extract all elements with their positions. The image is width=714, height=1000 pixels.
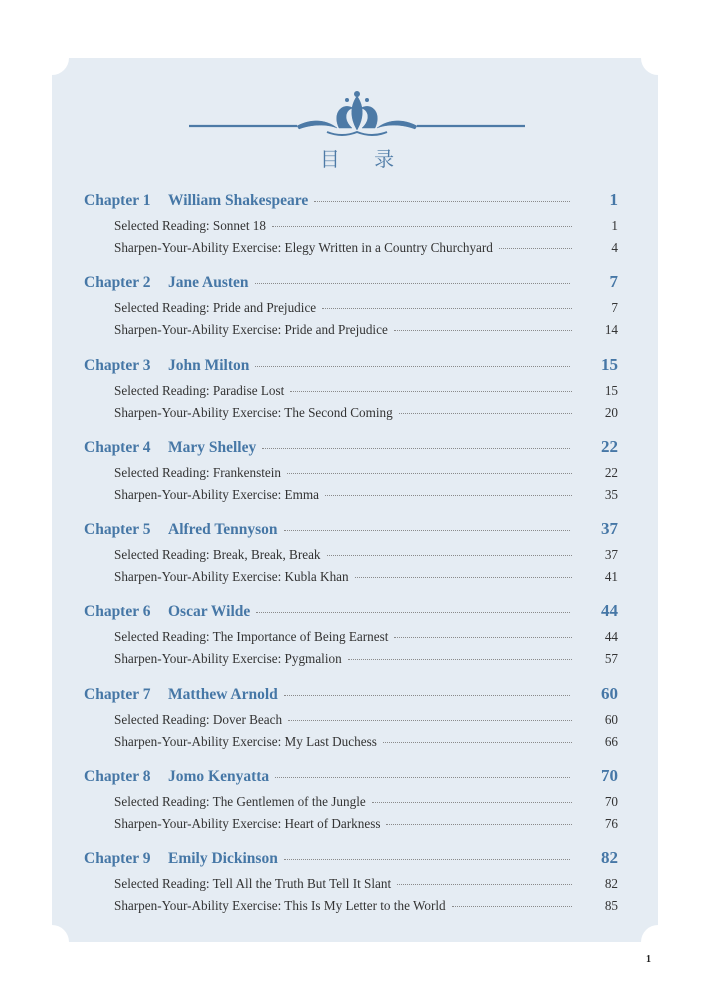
reading-title: Selected Reading: Break, Break, Break [114,547,321,563]
chapter-heading-row[interactable] [84,190,618,218]
chapter-number: Chapter 6 [84,603,151,621]
dot-leader [394,637,572,638]
exercise-page: 57 [604,651,618,667]
reading-page: 44 [604,629,618,645]
reading-page: 1 [611,218,618,233]
reading-row[interactable] [84,547,618,569]
reading-title: Selected Reading: The Importance of Being Earnest [114,629,389,645]
reading-title: Selected Reading: Dover Beach [114,711,283,727]
exercise-row[interactable] [84,816,618,838]
chapter-page: 22 [601,436,618,456]
reading-row[interactable] [84,300,618,322]
dot-leader [325,495,572,496]
dot-leader [284,530,570,531]
exercise-row[interactable] [84,734,618,756]
reading-title: Selected Reading: Sonnet 18 [114,218,266,233]
exercise-row[interactable] [84,405,618,427]
toc-title: 目 录 [319,147,409,171]
exercise-page: 66 [604,733,618,749]
reading-title: Selected Reading: Frankenstein [114,464,281,480]
page-number: 1 [646,954,651,965]
exercise-page: 85 [604,898,618,914]
chapter-number: Chapter 2 [84,274,151,292]
dot-leader [314,201,570,202]
dot-leader [327,555,572,556]
exercise-title: Sharpen-Your-Ability Exercise: The Second Coming [114,404,393,420]
exercise-row[interactable] [84,898,618,920]
exercise-page: 20 [604,404,618,420]
exercise-title: Sharpen-Your-Ability Exercise: This Is My Letter to the World [114,898,446,914]
chapter-title: Jomo Kenyatta [168,768,270,786]
dot-leader [372,802,572,803]
exercise-title: Sharpen-Your-Ability Exercise: Elegy Written in a Country Churchyard [114,240,493,255]
chapter-heading-row[interactable] [84,272,618,300]
dot-leader [348,659,572,660]
table-of-contents [84,190,618,931]
chapter-page: 60 [601,683,618,703]
chapter-heading-row[interactable] [84,519,618,547]
chapter-page: 82 [601,848,618,868]
exercise-title: Sharpen-Your-Ability Exercise: Heart of Darkness [114,816,381,832]
exercise-page: 41 [604,569,618,585]
chapter-entry [84,601,618,683]
exercise-title: Sharpen-Your-Ability Exercise: Kubla Khan [114,569,349,585]
chapter-page: 1 [609,190,618,209]
dot-leader [394,330,572,331]
exercise-title: Sharpen-Your-Ability Exercise: Pygmalion [114,651,342,667]
dot-leader [322,308,572,309]
dot-leader [355,577,572,578]
reading-page: 82 [604,876,618,892]
reading-row[interactable] [84,794,618,816]
chapter-heading-row[interactable] [84,437,618,465]
dot-leader [397,884,572,885]
chapter-entry [84,190,618,272]
dot-leader [452,906,572,907]
chapter-title: Matthew Arnold [168,685,278,703]
chapter-number: Chapter 7 [84,685,151,703]
dot-leader [399,413,572,414]
chapter-number: Chapter 3 [84,356,151,374]
exercise-page: 4 [611,240,618,255]
reading-page: 60 [604,711,618,727]
chapter-page: 7 [609,272,618,292]
chapter-number: Chapter 8 [84,768,151,786]
dot-leader [256,612,570,613]
chapter-entry [84,437,618,519]
dot-leader [386,824,572,825]
reading-page: 15 [604,382,618,398]
exercise-title: Sharpen-Your-Ability Exercise: Pride and Prejudice [114,322,388,338]
chapter-heading-row[interactable] [84,355,618,383]
chapter-heading-row[interactable] [84,601,618,629]
chapter-title: Jane Austen [168,274,249,292]
chapter-title: Oscar Wilde [168,603,251,621]
reading-page: 37 [604,547,618,563]
reading-page: 7 [611,300,618,316]
chapter-title: John Milton [168,356,250,374]
chapter-entry [84,766,618,848]
dot-leader [284,859,570,860]
dot-leader [255,283,570,284]
reading-row[interactable] [84,712,618,734]
dot-leader [287,473,572,474]
chapter-heading-row[interactable] [84,684,618,712]
chapter-entry [84,519,618,601]
chapter-title: William Shakespeare [168,192,309,209]
reading-page: 70 [604,794,618,810]
chapter-number: Chapter 4 [84,438,151,456]
dot-leader [275,777,570,778]
chapter-number: Chapter 1 [84,192,151,209]
reading-row[interactable] [84,876,618,898]
dot-leader [290,391,572,392]
ornament-divider-icon [187,88,527,138]
chapter-title: Mary Shelley [168,438,257,456]
dot-leader [499,248,572,249]
reading-row[interactable] [84,629,618,651]
reading-title: Selected Reading: Pride and Prejudice [114,300,317,316]
exercise-row[interactable] [84,240,618,262]
chapter-heading-row[interactable] [84,766,618,794]
chapter-page: 15 [601,354,618,374]
chapter-entry [84,684,618,766]
dot-leader [383,742,572,743]
chapter-entry [84,272,618,354]
reading-title: Selected Reading: Tell All the Truth But Tell It Slant [114,876,392,892]
dot-leader [262,448,570,449]
dot-leader [255,366,570,367]
panel-corner-notch [35,41,69,75]
exercise-title: Sharpen-Your-Ability Exercise: Emma [114,486,319,502]
panel-corner-notch [641,41,675,75]
reading-page: 22 [604,464,618,480]
reading-title: Selected Reading: Paradise Lost [114,382,285,398]
dot-leader [284,695,570,696]
chapter-title: Emily Dickinson [168,850,278,868]
exercise-row[interactable] [84,322,618,344]
panel-corner-notch [35,925,69,959]
reading-title: Selected Reading: The Gentlemen of the Jungle [114,794,366,810]
chapter-page: 70 [601,766,618,786]
reading-row[interactable] [84,465,618,487]
chapter-entry [84,848,618,930]
dot-leader [288,720,572,721]
exercise-page: 14 [604,322,618,338]
reading-row[interactable] [84,218,618,240]
chapter-page: 44 [601,601,618,621]
reading-row[interactable] [84,383,618,405]
chapter-page: 37 [601,519,618,539]
exercise-page: 35 [604,486,618,502]
exercise-title: Sharpen-Your-Ability Exercise: My Last Duchess [114,733,377,749]
exercise-row[interactable] [84,651,618,673]
chapter-heading-row[interactable] [84,848,618,876]
chapter-title: Alfred Tennyson [168,521,278,539]
chapter-entry [84,355,618,437]
exercise-row[interactable] [84,487,618,509]
dot-leader [272,226,572,227]
chapter-number: Chapter 9 [84,850,151,868]
chapter-number: Chapter 5 [84,521,151,539]
exercise-row[interactable] [84,569,618,591]
exercise-page: 76 [604,816,618,832]
